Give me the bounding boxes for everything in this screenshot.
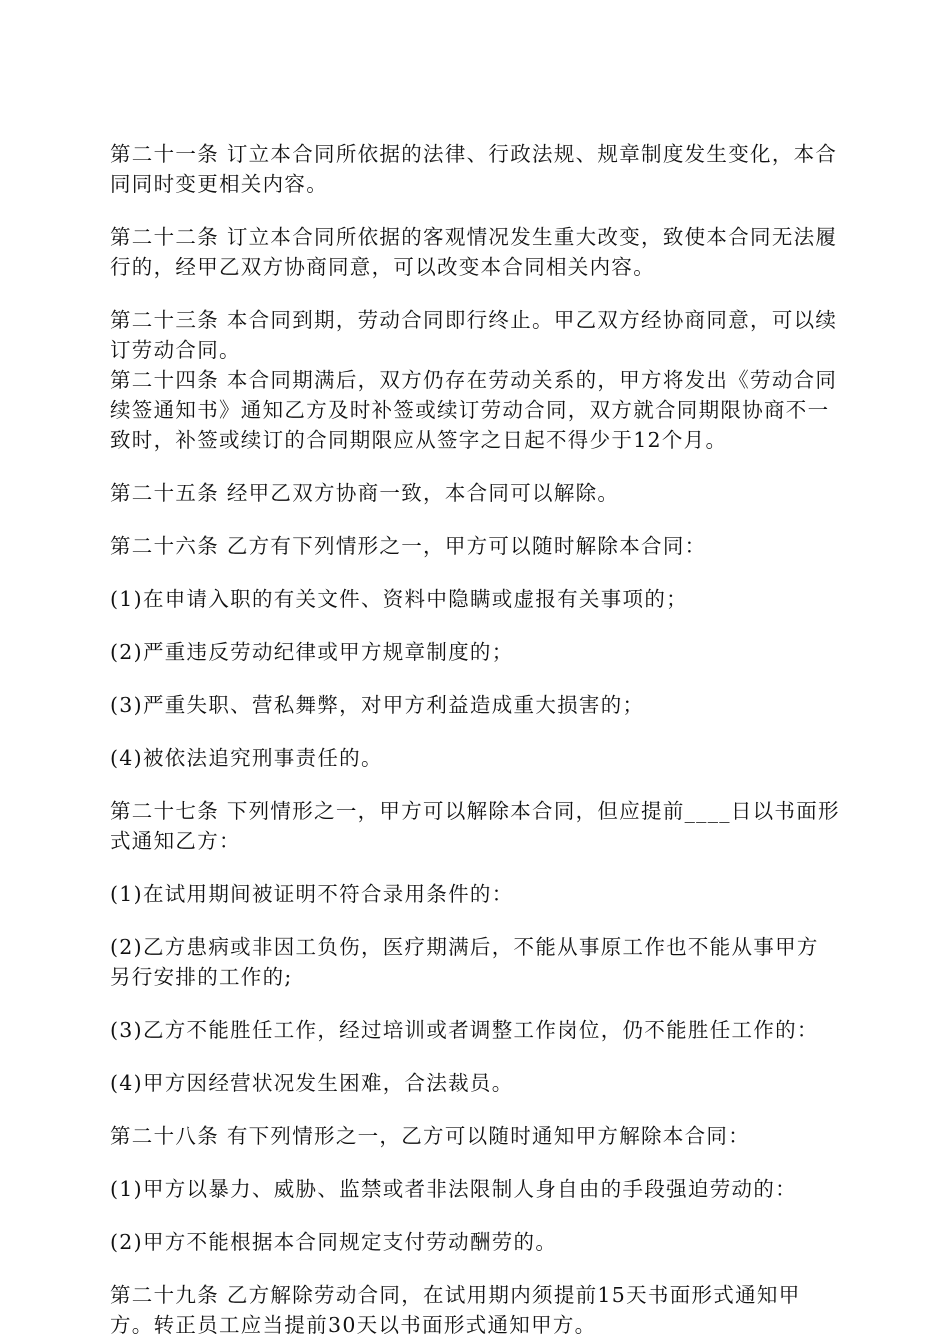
- document-body: [110, 139, 840, 1340]
- article-29: 第二十九条 乙方解除劳动合同，在试用期内须提前15天书面形式通知甲方。转正员工应当提前30天以书面形式通知甲方。: [110, 1283, 801, 1337]
- article-26-item-3: (3)严重失职、营私舞弊，对甲方利益造成重大损害的；: [110, 693, 645, 717]
- article-21: 第二十一条 订立本合同所依据的法律、行政法规、规章制度发生变化，本合同同时变更相关内容。: [110, 142, 838, 196]
- article-22: 第二十二条 订立本合同所依据的客观情况发生重大改变，致使本合同无法履行的，经甲乙双方协商同意，可以改变本合同相关内容。: [110, 225, 838, 279]
- article-27-item-2: (2)乙方患病或非因工负伤，医疗期满后，不能从事原工作也不能从事甲方另行安排的工作的;: [110, 935, 819, 989]
- article-28: 第二十八条 有下列情形之一，乙方可以随时通知甲方解除本合同：: [110, 1124, 751, 1148]
- article-28-item-1: (1)甲方以暴力、威胁、监禁或者非法限制人身自由的手段强迫劳动的：: [110, 1177, 797, 1201]
- article-26-item-4: (4)被依法追究刑事责任的。: [110, 746, 383, 770]
- article-27-item-3: (3)乙方不能胜任工作，经过培训或者调整工作岗位，仍不能胜任工作的：: [110, 1018, 819, 1042]
- article-28-item-2: (2)甲方不能根据本合同规定支付劳动酬劳的。: [110, 1230, 558, 1254]
- article-26-item-1: (1)在申请入职的有关文件、资料中隐瞒或虚报有关事项的；: [110, 587, 688, 611]
- article-25: 第二十五条 经甲乙双方协商一致，本合同可以解除。: [110, 481, 620, 505]
- article-26: 第二十六条 乙方有下列情形之一，甲方可以随时解除本合同：: [110, 534, 707, 558]
- article-24: 第二十四条 本合同期满后，双方仍存在劳动关系的，甲方将发出《劳动合同续签通知书》通知乙方及时补签或续订劳动合同，双方就合同期限协商不一致时，补签或续订的合同期限应从签字之日起不得少于12个月。: [110, 368, 838, 452]
- article-26-item-2: (2)严重违反劳动纪律或甲方规章制度的；: [110, 640, 514, 664]
- article-27-item-4: (4)甲方因经营状况发生困难，合法裁员。: [110, 1071, 514, 1095]
- article-27: 第二十七条 下列情形之一，甲方可以解除本合同，但应提前____日以书面形式通知乙方：: [110, 799, 840, 853]
- article-27-item-1: (1)在试用期间被证明不符合录用条件的：: [110, 882, 514, 906]
- article-23: 第二十三条 本合同到期，劳动合同即行终止。甲乙双方经协商同意，可以续订劳动合同。: [110, 308, 838, 362]
